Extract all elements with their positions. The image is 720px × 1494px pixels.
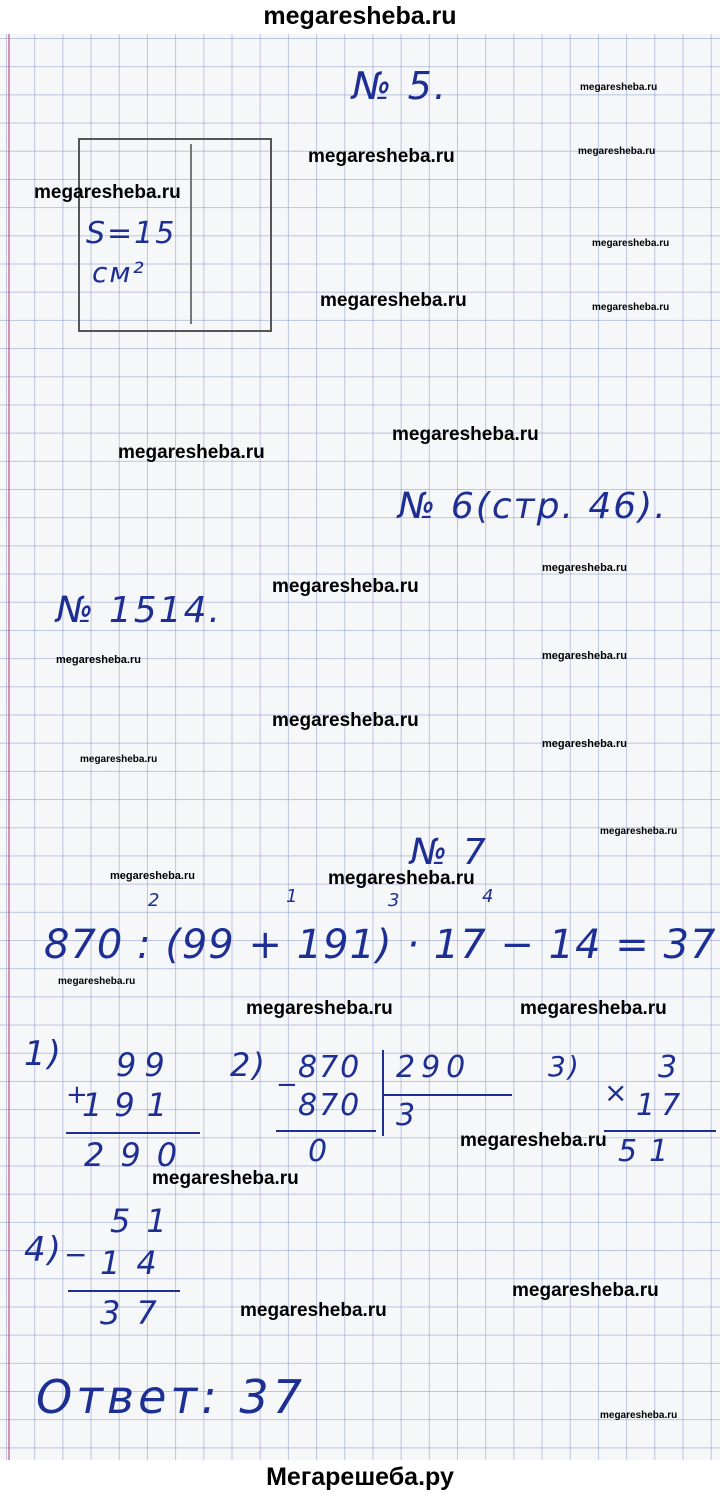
step2-divisor-rule <box>384 1094 512 1096</box>
watermark: megaresheba.ru <box>578 146 656 157</box>
task7-order-mark: 1 <box>286 886 300 907</box>
step4-rule <box>68 1290 180 1292</box>
watermark: megaresheba.ru <box>542 650 627 662</box>
watermark: megaresheba.ru <box>308 146 455 167</box>
watermark: megaresheba.ru <box>246 998 393 1019</box>
step4-subtrahend: 14 <box>100 1244 173 1282</box>
task5-unit-line: см² <box>92 256 146 289</box>
watermark: megaresheba.ru <box>600 826 678 837</box>
step4-result: 37 <box>100 1294 173 1332</box>
step2-subtrahend: 870 <box>298 1088 362 1123</box>
watermark: megaresheba.ru <box>542 562 627 574</box>
step2-rule <box>276 1130 376 1132</box>
watermark: megaresheba.ru <box>118 442 265 463</box>
watermark: megaresheba.ru <box>320 290 467 311</box>
step2-sign: − <box>276 1070 300 1100</box>
step2-dividend: 870 <box>298 1050 362 1085</box>
watermark: megaresheba.ru <box>58 976 136 987</box>
watermark: megaresheba.ru <box>580 82 658 93</box>
step1-sign: + <box>66 1080 90 1110</box>
watermark: megaresheba.ru <box>460 1130 607 1151</box>
step3-result: 51 <box>618 1134 681 1169</box>
watermark: megaresheba.ru <box>328 868 475 889</box>
task7-answer: Ответ: 37 <box>36 1370 306 1424</box>
step1-addend-a: 99 <box>116 1046 173 1084</box>
watermark: megaresheba.ru <box>592 302 670 313</box>
watermark: megaresheba.ru <box>272 576 419 597</box>
task7-order-mark: 3 <box>388 890 402 911</box>
site-footer <box>0 1460 720 1494</box>
task7-expression: 870 : (99 + 191) · 17 − 14 = 37 <box>44 922 717 968</box>
task6-heading: № 6(стр. 46). <box>398 486 668 527</box>
step1-rule <box>66 1132 200 1134</box>
watermark: megaresheba.ru <box>110 870 195 882</box>
task7-order-mark: 4 <box>482 886 496 907</box>
footer-title: Мегарешеба.ру <box>266 1463 454 1491</box>
watermark: megaresheba.ru <box>34 182 181 203</box>
step2-division-bar <box>382 1050 384 1136</box>
watermark: megaresheba.ru <box>272 710 419 731</box>
header-title: megaresheba.ru <box>263 2 457 30</box>
watermark: megaresheba.ru <box>592 238 670 249</box>
step2-label: 2) <box>230 1046 267 1084</box>
task7-order-mark: 2 <box>148 890 162 911</box>
task7-heading: № 7 <box>410 832 488 873</box>
step3-sign: × <box>604 1076 630 1109</box>
task5-square-divider <box>190 144 192 324</box>
step1-addend-b: 191 <box>82 1086 180 1124</box>
step3-rule <box>604 1130 716 1132</box>
step4-minuend: 51 <box>110 1202 183 1240</box>
watermark: megaresheba.ru <box>240 1300 387 1321</box>
watermark: megaresheba.ru <box>520 998 667 1019</box>
task5-area-line: S=15 <box>86 216 177 251</box>
task5-heading: № 5. <box>352 64 448 108</box>
step2-quotient: 3 <box>396 1098 418 1133</box>
step3-factor-b: 17 <box>636 1088 687 1123</box>
watermark: megaresheba.ru <box>600 1410 678 1421</box>
step4-sign: − <box>64 1238 90 1271</box>
task1514-heading: № 1514. <box>56 590 222 631</box>
step2-divisor: 290 <box>396 1050 472 1085</box>
watermark: megaresheba.ru <box>56 654 141 666</box>
watermark: megaresheba.ru <box>542 738 627 750</box>
watermark: megaresheba.ru <box>152 1168 299 1189</box>
watermark: megaresheba.ru <box>512 1280 659 1301</box>
step3-factor-a: 3 <box>658 1050 680 1085</box>
step2-remainder: 0 <box>308 1134 330 1169</box>
watermark: megaresheba.ru <box>80 754 158 765</box>
site-header <box>0 0 720 34</box>
step1-result: 290 <box>84 1136 194 1174</box>
watermark: megaresheba.ru <box>392 424 539 445</box>
page-margin-line <box>8 34 10 1460</box>
step1-label: 1) <box>24 1034 63 1074</box>
notebook-page <box>0 34 720 1460</box>
step4-label: 4) <box>24 1230 63 1270</box>
step3-label: 3) <box>548 1050 581 1083</box>
